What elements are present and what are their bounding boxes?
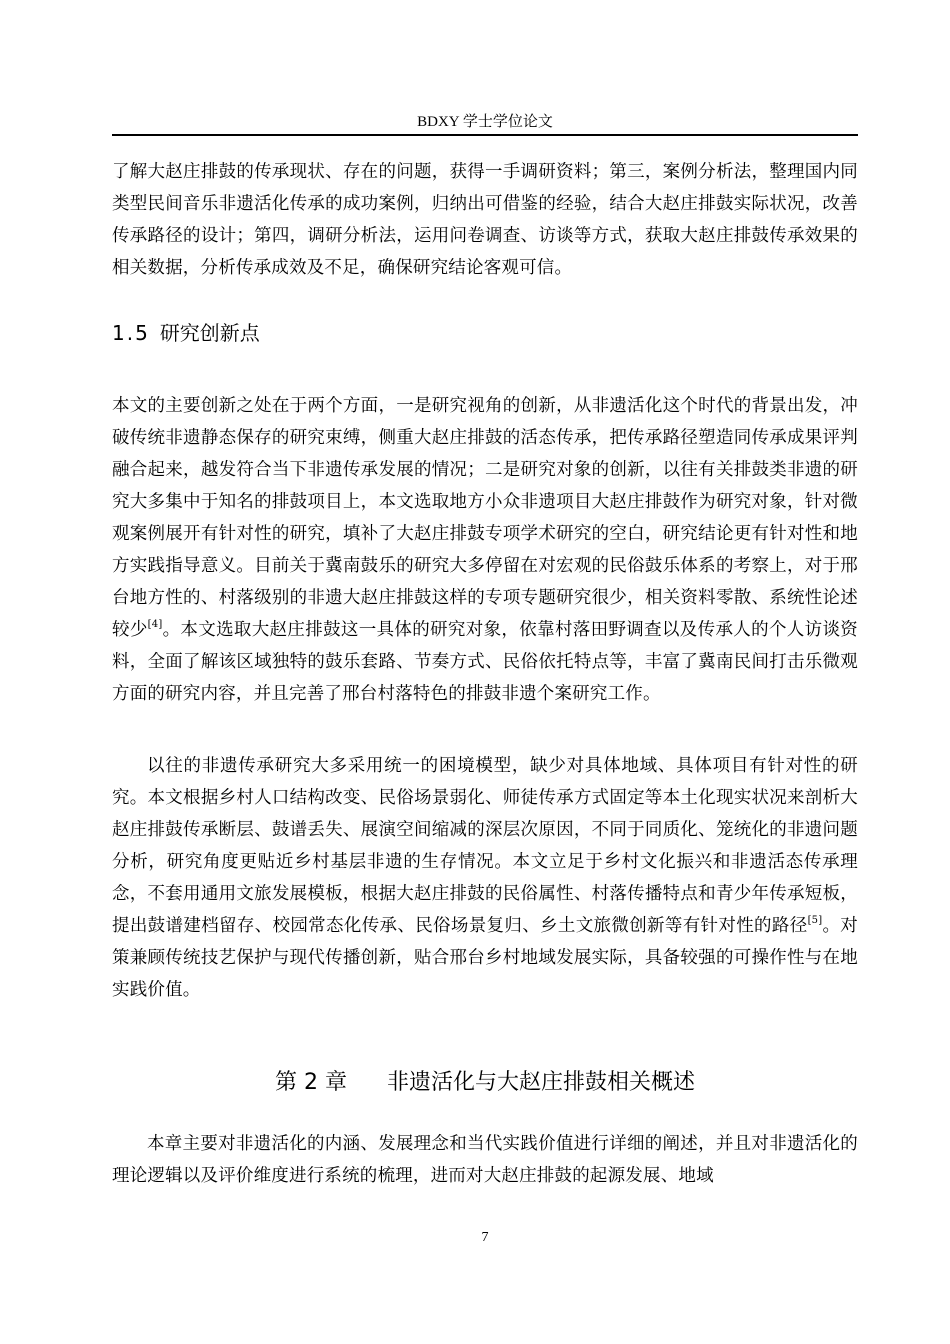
chapter-heading bbox=[112, 1066, 858, 1100]
chapter-intro-paragraph: 本章主要对非遗活化的内涵、发展理念和当代实践价值进行详细的阐述，并且对非遗活化的理论逻辑以及评价维度进行系统的梳理，进而对大赵庄排鼓的起源发展、地域 bbox=[112, 1134, 858, 1186]
section-title: 研究创新点 bbox=[159, 321, 260, 345]
citation-4: [4] bbox=[147, 619, 163, 630]
innovation-text-1a: 本文的主要创新之处在于两个方面，一是研究视角的创新，从非遗活化这个时代的背景出发，冲破传统非遗静态保存的研究束缚，侧重大赵庄排鼓的活态传承，把传承路径塑造同传承成果评判融合起来，越发符合当下非遗传承发展的情况；二是研究对象的创新，以往有关排鼓类非遗的研究大多集中于知名的排鼓项目上，本文选取地方小众非遗项目大赵庄排鼓作为研究对象，针对微观案例展开有针对性的研究，填补了大赵庄排鼓专项学术研究的空白，研究结论更有针对性和地方实践指导意义。目前关于冀南鼓乐的研究大多停留在对宏观的民俗鼓乐体系的考察上，对于邢台地方性的、村落级别的非遗大赵庄排鼓这样的专项专题研究很少，相关资料零散、系统性论述较少 bbox=[112, 396, 858, 640]
innovation-text-2a: 以往的非遗传承研究大多采用统一的困境模型，缺少对具体地域、具体项目有针对性的研究。本文根据乡村人口结构改变、民俗场景弱化、师徒传承方式固定等本土化现实状况来剖析大赵庄排鼓传承断层、鼓谱丢失、展演空间缩减的深层次原因，不同于同质化、笼统化的非遗问题分析，研究角度更贴近乡村基层非遗的生存情况。本文立足于乡村文化振兴和非遗活态传承理念，不套用通用文旅发展模板，根据大赵庄排鼓的民俗属性、村落传播特点和青少年传承短板，提出鼓谱建档留存、校园常态化传承、民俗场景复归、乡土文旅微创新等有针对性的路径 bbox=[112, 756, 858, 936]
page-number: 7 bbox=[481, 1230, 489, 1245]
page-header: BDXY 学士学位论文 bbox=[417, 114, 553, 130]
chapter-number: 第 2 章 bbox=[275, 1070, 347, 1095]
header-rule bbox=[112, 134, 858, 136]
section-heading bbox=[112, 318, 260, 348]
innovation-paragraph-2 bbox=[112, 750, 858, 1006]
citation-5: [5] bbox=[807, 915, 823, 926]
method-paragraph: 了解大赵庄排鼓的传承现状、存在的问题，获得一手调研资料；第三，案例分析法，整理国内同类型民间音乐非遗活化传承的成功案例，归纳出可借鉴的经验，结合大赵庄排鼓实际状况，改善传承路径的设计；第四，调研分析法，运用问卷调查、访谈等方式，获取大赵庄排鼓传承效果的相关数据，分析传承成效及不足，确保研究结论客观可信。 bbox=[112, 162, 858, 278]
chapter-title: 非遗活化与大赵庄排鼓相关概述 bbox=[386, 1070, 695, 1095]
section-number: 1.5 bbox=[112, 321, 150, 345]
innovation-paragraph-1 bbox=[112, 390, 858, 710]
innovation-text-1b: 。本文选取大赵庄排鼓这一具体的研究对象，依靠村落田野调查以及传承人的个人访谈资料，全面了解该区域独特的鼓乐套路、节奏方式、民俗依托特点等，丰富了冀南民间打击乐微观方面的研究内容，并且完善了邢台村落特色的排鼓非遗个案研究工作。 bbox=[112, 620, 858, 704]
innovation-text-2b: 。对策兼顾传统技艺保护与现代传播创新，贴合邢台乡村地域发展实际，具备较强的可操作性与在地实践价值。 bbox=[112, 916, 858, 1000]
